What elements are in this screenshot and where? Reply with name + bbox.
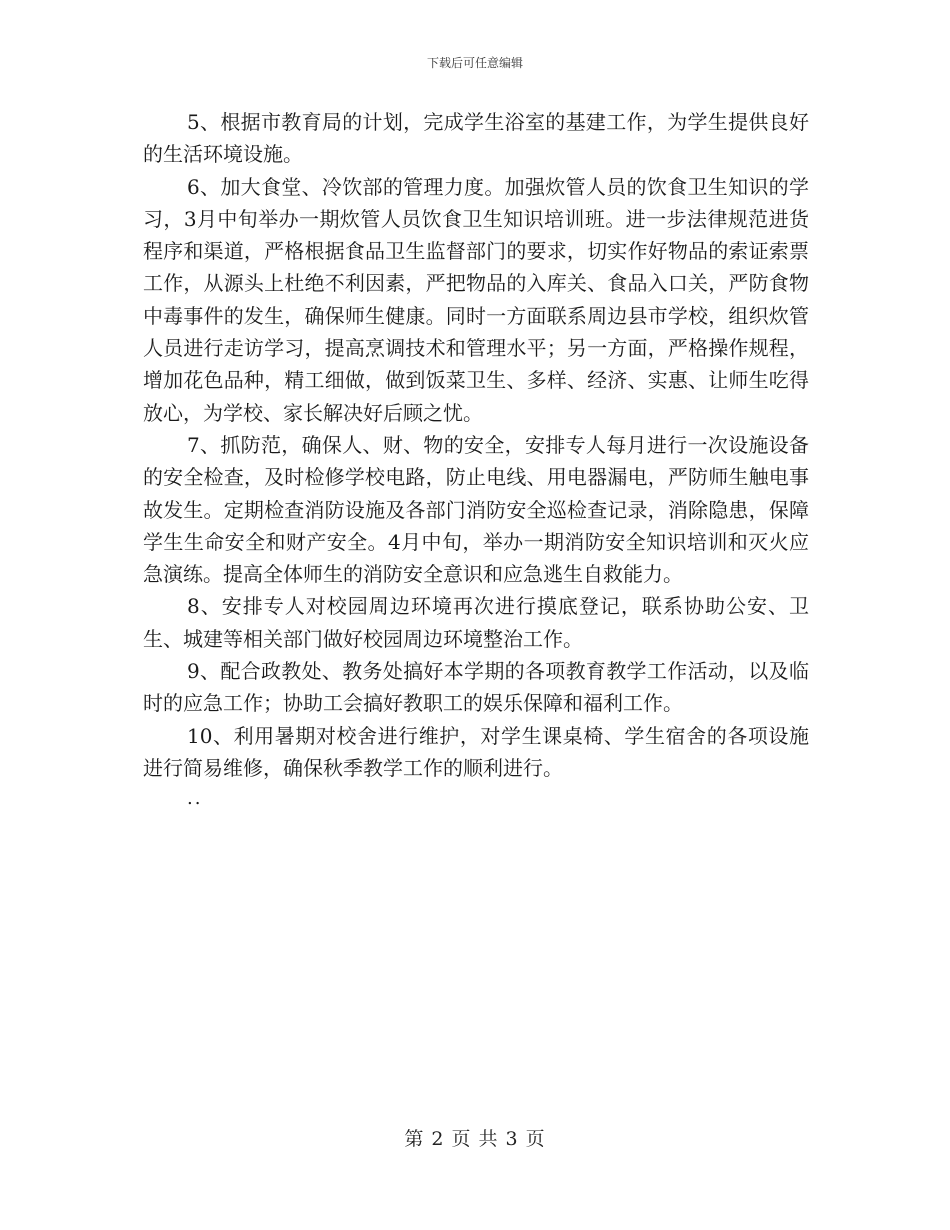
paragraph-item-10: 10、利用暑期对校舍进行维护，对学生课桌椅、学生宿舍的各项设施进行简易维修，确保秋季教学工作的顺利进行。 [143, 723, 809, 780]
paragraph-item-9: 9、配合政教处、教务处搞好本学期的各项教育教学工作活动，以及临时的应急工作；协助工会搞好教职工的娱乐保障和福利工作。 [143, 659, 809, 716]
page-number-footer: 第 2 页 共 3 页 [404, 1128, 546, 1150]
paragraph-item-5: 5、根据市教育局的计划，完成学生浴室的基建工作，为学生提供良好的生活环境设施。 [143, 110, 809, 167]
document-body [143, 106, 809, 814]
paragraph-item-6: 6、加大食堂、冷饮部的管理力度。加强炊管人员的饮食卫生知识的学习，3月中旬举办一期炊管人员饮食卫生知识培训班。进一步法律规范进货程序和渠道，严格根据食品卫生监督部门的要求，切实作好物品的索证索票工作，从源头上杜绝不利因素，严把物品的入库关、食品入口关，严防食物中毒事件的发生，确保师生健康。同时一方面联系周边县市学校，组织炊管人员进行走访学习，提高烹调技术和管理水平；另一方面，严格操作规程，增加花色品种，精工细做，做到饭菜卫生、多样、经济、实惠、让师生吃得放心，为学校、家长解决好后顾之忧。 [143, 174, 809, 425]
trailing-dots: .. [187, 788, 203, 810]
page-header-note: 下载后可任意编辑 [426, 56, 523, 70]
paragraph-item-7: 7、抓防范，确保人、财、物的安全，安排专人每月进行一次设施设备的安全检查，及时检修学校电路，防止电线、用电器漏电，严防师生触电事故发生。定期检查消防设施及各部门消防安全巡检查记录，消除隐患，保障学生生命安全和财产安全。4月中旬，举办一期消防安全知识培训和灭火应急演练。提高全体师生的消防安全意识和应急逃生自救能力。 [143, 432, 809, 587]
paragraph-item-8: 8、安排专人对校园周边环境再次进行摸底登记，联系协助公安、卫生、城建等相关部门做好校园周边环境整治工作。 [143, 594, 809, 651]
